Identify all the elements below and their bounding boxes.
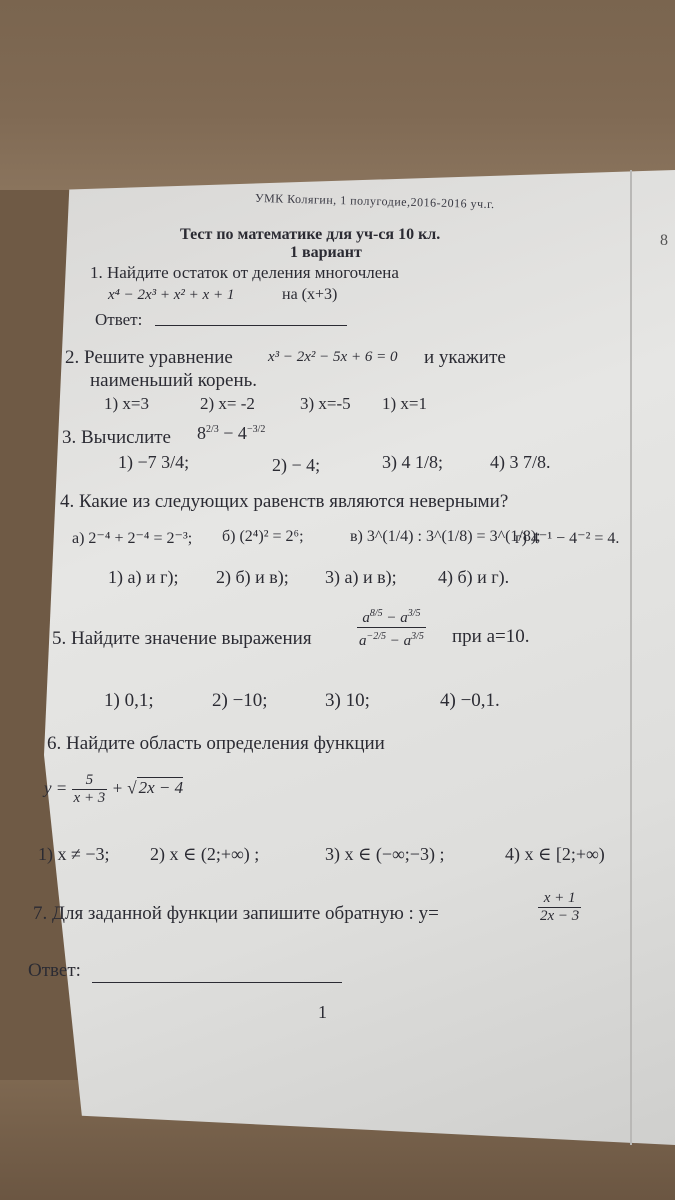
q4-item-g: г) 4⁻¹ − 4⁻² = 4. [515,530,620,547]
q2-option-4: 1) x=1 [382,394,427,413]
q5-option-3: 3) 10; [325,690,370,711]
q1-answer-line [155,325,347,326]
margin-mark: 8 [660,232,668,249]
q6-option-1: 1) x ≠ −3; [38,844,110,864]
q5-expression: $\frac{a^{8/5} - a^{3/5}}{a^{-2/5} - a^{3/5}}$ [357,605,426,650]
paper-fold [630,170,632,1145]
q2-text: 2. Решите уравнение [65,347,233,368]
q2-option-2: 2) x= -2 [200,394,255,413]
q3-expression: $8^{2/3} - 4^{-3/2}$ [197,423,266,443]
variant-label: 1 вариант [290,244,362,261]
q1-text: 1. Найдите остаток от деления многочлена [90,263,399,282]
q6-option-2: 2) x ∈ (2;+∞) ; [150,844,260,864]
q2-equation: x³ − 2x² − 5x + 6 = 0 [268,349,398,365]
q2-text-end: и укажите [424,347,506,368]
q4-item-v: в) 3^(1/4) : 3^(1/8) = 3^(1/8); [350,528,541,545]
q3-option-2: 2) − 4; [272,455,321,475]
q5-condition: при a=10. [452,626,530,647]
q4-item-a: а) 2⁻⁴ + 2⁻⁴ = 2⁻³; [72,530,193,547]
background-top [0,0,675,190]
q7-answer-label: Ответ: [28,960,81,981]
q4-option-1: 1) а) и г); [108,567,179,587]
q6-option-4: 4) x ∈ [2;+∞) [505,844,605,864]
q3-option-3: 3) 4 1/8; [382,452,443,472]
q4-option-3: 3) а) и в); [325,567,397,587]
page-number: 1 [318,1002,327,1022]
q4-option-4: 4) б) и г). [438,567,510,587]
q3-option-1: 1) −7 3/4; [118,452,190,472]
q2-option-3: 3) x=-5 [300,394,351,413]
page-header: УМК Колягин, 1 полугодие,2016-2016 уч.г. [254,190,495,212]
q2-option-1: 1) x=3 [104,394,149,413]
q3-text: 3. Вычислите [62,427,171,448]
test-title: Тест по математике для уч-ся 10 кл. [180,226,441,243]
q7-function: $\frac{x + 1}{2x - 3}$ [540,890,580,924]
q6-text: 6. Найдите область определения функции [47,733,385,754]
q2-text2: наименьший корень. [90,370,258,391]
q3-option-4: 4) 3 7/8. [490,452,551,472]
q5-option-4: 4) −0,1. [440,690,500,711]
q4-option-2: 2) б) и в); [216,567,289,587]
q5-text: 5. Найдите значение выражения [52,628,312,649]
q7-answer-line [92,982,342,983]
q6-option-3: 3) x ∈ (−∞;−3) ; [325,844,445,864]
q6-function: y = $\frac{5}{x + 3}$ + √ 2x − 4 [44,772,184,806]
q4-item-b: б) (2⁴)² = 2⁶; [222,528,304,545]
q1-answer-label: Ответ: [95,310,143,329]
q1-divisor: на (x+3) [282,286,338,303]
q7-text: 7. Для заданной функции запишите обратную : y= [33,903,439,924]
q5-option-2: 2) −10; [212,690,268,711]
q4-text: 4. Какие из следующих равенств являются неверными? [60,491,509,512]
q5-option-1: 1) 0,1; [104,690,154,711]
q1-polynomial: x⁴ − 2x³ + x² + x + 1 [108,287,235,303]
